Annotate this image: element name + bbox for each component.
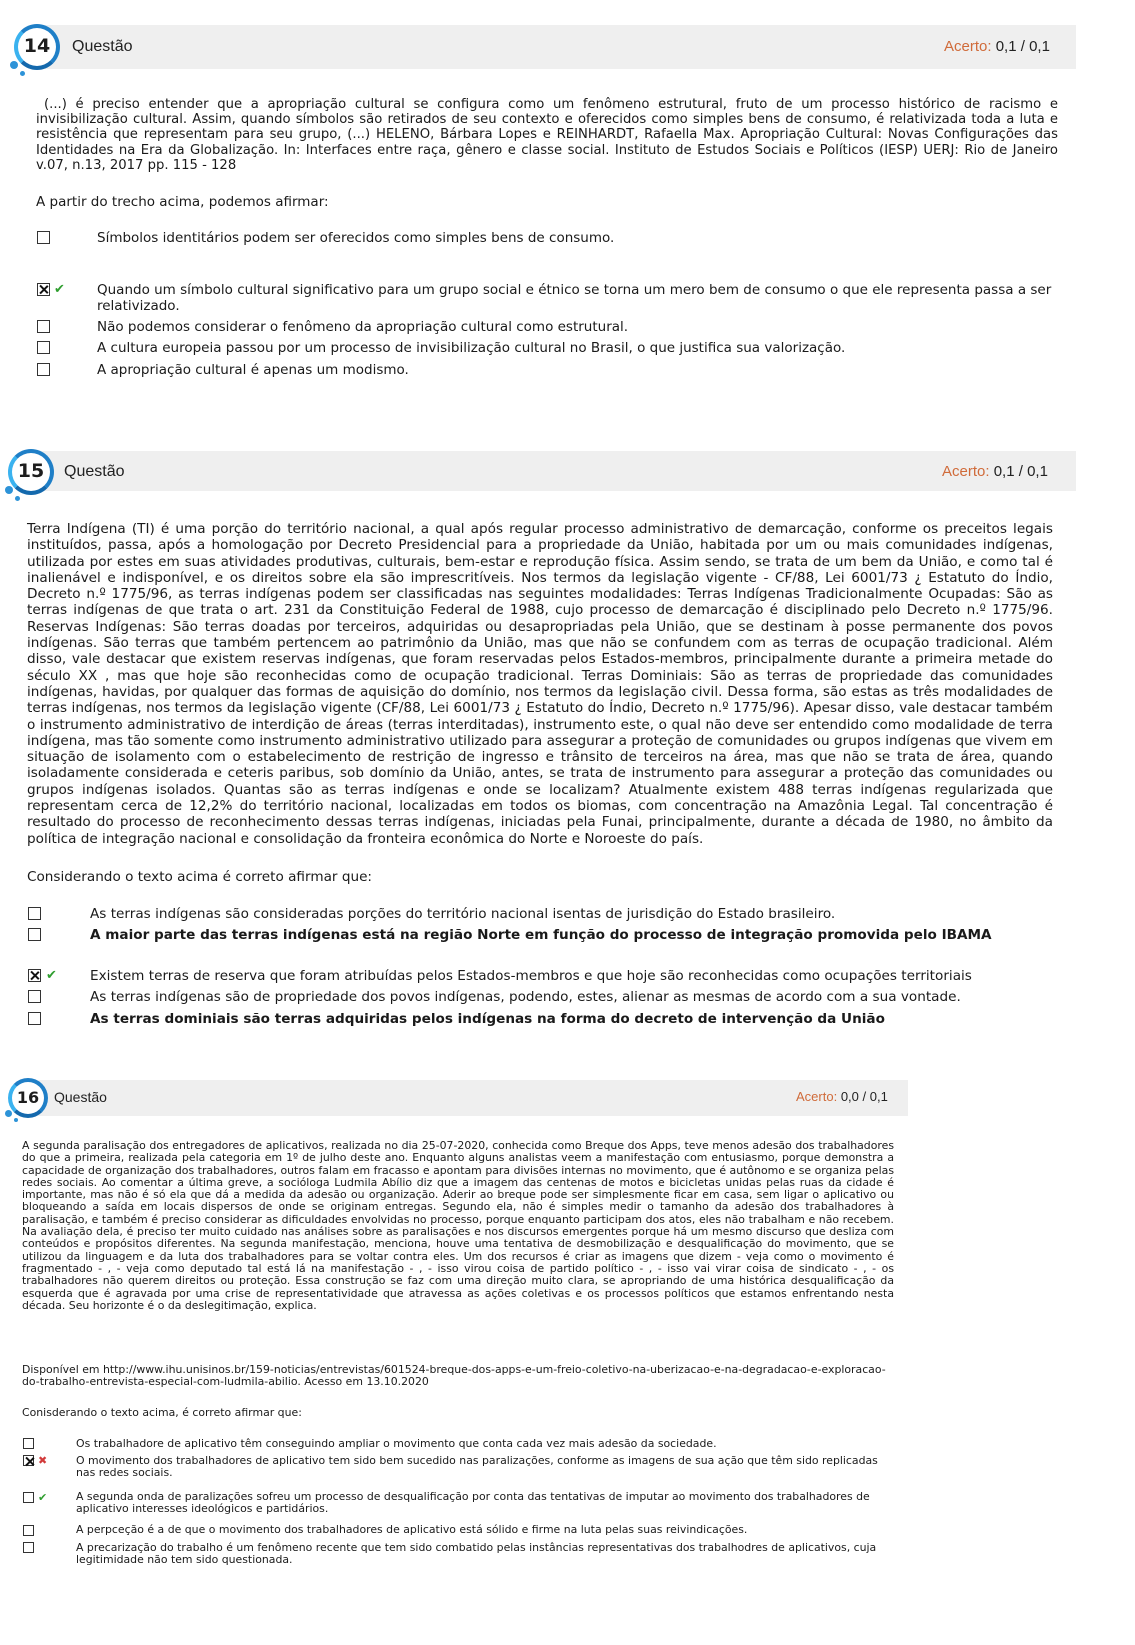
option-checkbox-checked[interactable] — [28, 969, 41, 982]
option-text: A precarização do trabalho é um fenômeno recente que tem sido combatido pelas instâncias representativas dos trabalhodres de aplicativos, cuja legitimidade não tem sido questionada. — [76, 1541, 877, 1567]
score-label: Acerto: — [942, 463, 990, 480]
score-label: Acerto: — [796, 1089, 838, 1104]
option-checkbox[interactable] — [23, 1492, 34, 1503]
option-text: Quando um símbolo cultural significativo para um grupo social e étnico se torna um mero bem de consumo o que ele representa passa a ser relativizado. — [97, 282, 1052, 314]
score-total: / 0,1 — [1018, 463, 1048, 480]
option-checkbox[interactable] — [28, 990, 41, 1003]
score-total: / 0,1 — [862, 1089, 888, 1104]
correct-check-icon: ✔ — [46, 968, 57, 983]
correct-check-icon: ✔ — [54, 282, 65, 297]
option-checkbox[interactable] — [37, 363, 50, 376]
score-total: / 0,1 — [1020, 38, 1050, 55]
question-header-bar — [36, 25, 1076, 69]
option-checkbox[interactable] — [28, 928, 41, 941]
question-title: Questão — [54, 1089, 107, 1105]
question-passage: A segunda paralisação dos entregadores de aplicativos, realizada no dia 25-07-2020, conhecida como Breque dos Apps, teve menos adesão dos trabalhadores do que a primeira, realizada pela categoria em 1º de julho deste ano. Enquanto alguns analistas veem a manifestação com entusiasmo, porque demonstra a capacidade de organização dos trabalhadores, outros falam em fracasso e apontam para divisões internas no movimento, que é autônomo e se organiza pelas redes sociais. Ao comentar a última greve, a socióloga Ludmila Abílio diz que a imagem das centenas de motos e bicicletas unidas pelas ruas da cidade é importante, mas não é só ela que dá a medida da adesão ou organização. Aderir ao breque pode ser simplesmente ficar em casa, sem ligar o aplicativo ou bloqueando a saída em locais dispersos de onde se originam entregas. Segundo ela, não é simples medir o tamanho da adesão dos trabalhadores à paralisação, e também é preciso considerar as dificuldades envolvidas no processo, porque enquanto participam dos atos, eles não trabalham e não recebem. Na avaliação dela, é preciso ter muito cuidado nas análises sobre as paralisações e nos discursos emergentes porque há um mesmo discurso que desliza com conteúdos e propósitos diferentes. Na segunda manifestação, menciona, houve uma tentativa de desmobilização e desqualificação do movimento, que se utilizou da linguagem e da luta dos trabalhadores para se voltar contra eles. Um dos recursos é criar as imagens que dizem - veja como o movimento é fragmentado - , - veja como deputado tal está lá na manifestação - , - isso virou coisa de partido político - , - isso vai virar coisa de sindicato - , - os trabalhadores não querem direitos ou proteção. Essa construção se faz com uma direção muito clara, se apropriando de uma histórica desqualificação da esquerda que é agravada por uma crise de representatividade que atravessa as ações coletivas e os processos políticos que estamos enfrentando nesta década. Seu horizonte é o da deslegitimação, explica. — [22, 1139, 894, 1312]
question-prompt: Conisderando o texto acima, é correto afirmar que: — [22, 1406, 302, 1419]
score-value: 0,0 — [840, 1089, 859, 1104]
question-passage: (...) é preciso entender que a apropriação cultural se configura como um fenômeno estrutural, fruto de um processo histórico de racismo e invisibilização cultural. Assim, quando símbolos são retirados de seu contexto e oferecidos como simples bens de consumo, é relativizada toda a luta e resistência que representam para seu grupo, (...) HELENO, Bárbara Lopes e REINHARDT, Rafaella Max. Apropriação Cultural: Novas Configurações das Identidades na Era da Globalização. In: Interfaces entre raça, gênero e classe social. Instituto de Estudos Sociais e Políticos (IESP) UERJ: Rio de Janeiro v.07, n.13, 2017 pp. 115 - 128 — [36, 97, 1058, 173]
score — [944, 38, 1050, 55]
option-text: A maior parte das terras indígenas está na região Norte em função do processo de integração promovida pelo IBAMA — [90, 927, 992, 943]
score — [796, 1089, 888, 1104]
question-title: Questão — [64, 463, 125, 480]
option-checkbox[interactable] — [28, 1012, 41, 1025]
question-number-badge: 15 — [8, 449, 54, 495]
option-checkbox[interactable] — [37, 231, 50, 244]
option-text: Existem terras de reserva que foram atribuídas pelos Estados-membros e que hoje são reconhecidas como ocupações territoriais — [90, 968, 972, 984]
option-text: Símbolos identitários podem ser oferecidos como simples bens de consumo. — [97, 230, 615, 246]
option-checkbox[interactable] — [28, 907, 41, 920]
option-checkbox[interactable] — [37, 320, 50, 333]
question-title: Questão — [72, 38, 133, 55]
option-text: As terras dominiais são terras adquiridas pelos indígenas na forma do decreto de intervenção da União — [90, 1011, 885, 1027]
option-text: Os trabalhadore de aplicativo têm conseguindo ampliar o movimento que conta cada vez mais adesão da sociedade. — [76, 1437, 717, 1450]
option-checkbox-checked[interactable] — [23, 1455, 34, 1466]
question-number-badge: 16 — [8, 1078, 48, 1118]
score — [942, 463, 1048, 480]
correct-check-icon: ✔ — [38, 1491, 48, 1504]
option-text: A perpceção é a de que o movimento dos trabalhadores de aplicativo está sólido e firme na luta pelas suas reivindicações. — [76, 1523, 748, 1536]
question-prompt: A partir do trecho acima, podemos afirmar: — [36, 194, 329, 210]
option-checkbox[interactable] — [23, 1525, 34, 1536]
option-text: As terras indígenas são consideradas porções do território nacional isentas de jurisdição do Estado brasileiro. — [90, 906, 836, 922]
option-checkbox[interactable] — [23, 1438, 34, 1449]
option-checkbox[interactable] — [23, 1542, 34, 1553]
option-checkbox-checked[interactable] — [37, 283, 50, 296]
option-text: O movimento dos trabalhadores de aplicativo tem sido bem sucedido nas paralizações, conforme as imagens de sua ação que têm sido replicadas nas redes sociais. — [76, 1454, 878, 1480]
source-citation: Disponível em http://www.ihu.unisinos.br/159-noticias/entrevistas/601524-breque-dos-apps-e-um-freio-coletivo-na-uberizacao-e-na-degradacao-e-exploracao-do-trabalho-entrevista-especial-com-ludmila-abilio. Acesso em 13.10.2020 — [22, 1363, 886, 1389]
score-value: 0,1 — [993, 463, 1015, 480]
score-value: 0,1 — [995, 38, 1017, 55]
score-label: Acerto: — [944, 38, 992, 55]
option-checkbox[interactable] — [37, 341, 50, 354]
option-text: A cultura europeia passou por um processo de invisibilização cultural no Brasil, o que justifica sua valorização. — [97, 340, 846, 356]
option-text: A apropriação cultural é apenas um modismo. — [97, 362, 409, 378]
question-header-bar — [30, 1080, 908, 1116]
question-header-bar — [30, 451, 1076, 491]
question-passage: Terra Indígena (TI) é uma porção do território nacional, a qual após regular processo administrativo de demarcação, conforme os preceitos legais instituídos, passa, após a homologação por Decreto Presidencial para a propriedade da União, habitada por um ou mais comunidades indígenas, utilizada por estes em suas atividades produtivas, culturais, bem-estar e reprodução física. Assim sendo, se trata de um bem da União, e como tal é inalienável e indisponível, e os direitos sobre ela são imprescritíveis. Nos termos da legislação vigente - CF/88, Lei 6001/73 ¿ Estatuto do Índio, Decreto n.º 1775/96, as terras indígenas podem ser classificadas nas seguintes modalidades: Terras Indígenas Tradicionalmente Ocupadas: São as terras indígenas de que trata o art. 231 da Constituição Federal de 1988, cujo processo de demarcação é disciplinado pelo Decreto n.º 1775/96. Reservas Indígenas: São terras doadas por terceiros, adquiridas ou desapropriadas pela União, que se destinam à posse permanente dos povos indígenas. São terras que também pertencem ao patrimônio da União, mas que não se confundem com as terras de ocupação tradicional. Além disso, vale destacar que existem reservas indígenas, que foram reservadas pelos Estados-membros, principalmente durante a primeira metade do século XX , mas que hoje são reconhecidas como de ocupação tradicional. Terras Dominiais: São as terras de propriedade das comunidades indígenas, havidas, por qualquer das formas de aquisição do domínio, nos termos da legislação civil. Dessa forma, são estas as três modalidades de terras indígenas, nos termos da legislação vigente (CF/88, Lei 6001/73 ¿ Estatuto do Índio, Decreto n.º 1775/96). Apesar disso, vale destacar também o instrumento administrativo de interdição de áreas (terras interditadas), instrumento este, o qual não deve ser entendido como modalidade de terra indígena, mas tão somente como instrumento administrativo utilizado para assegurar a proteção de comunidades ou grupos indígenas que vivem em situação de isolamento com o estabelecimento de restrição de ingresso e trânsito de terceiros na área, mas que não se trata de área, quando isoladamente considerada e ceteris paribus, sob domínio da União, antes, se trata de instrumento para assegurar a proteção das comunidades ou grupos indígenas isolados. Quantas são as terras indígenas e onde se localizam? Atualmente existem 488 terras indígenas regularizada que representam cerca de 12,2% do território nacional, localizadas em todos os biomas, com concentração na Amazônia Legal. Tal concentração é resultado do processo de reconhecimento dessas terras indígenas, iniciadas pela Funai, principalmente, durante a década de 1980, no âmbito da política de integração nacional e consolidação da fronteira econômica do Norte e Noroeste do país. — [27, 521, 1053, 847]
wrong-x-icon: ✖ — [38, 1454, 48, 1467]
option-text: Não podemos considerar o fenômeno da apropriação cultural como estrutural. — [97, 319, 629, 335]
option-text: A segunda onda de paralizações sofreu um processo de desqualificação por conta das tentativas de imputar ao movimento dos trabalhadores de aplicativo interesses ideológicos e partidários. — [76, 1490, 870, 1516]
question-prompt: Considerando o texto acima é correto afirmar que: — [27, 869, 373, 885]
question-number-badge: 14 — [14, 24, 60, 70]
option-text: As terras indígenas são de propriedade dos povos indígenas, podendo, estes, alienar as mesmas de acordo com a sua vontade. — [90, 989, 961, 1005]
